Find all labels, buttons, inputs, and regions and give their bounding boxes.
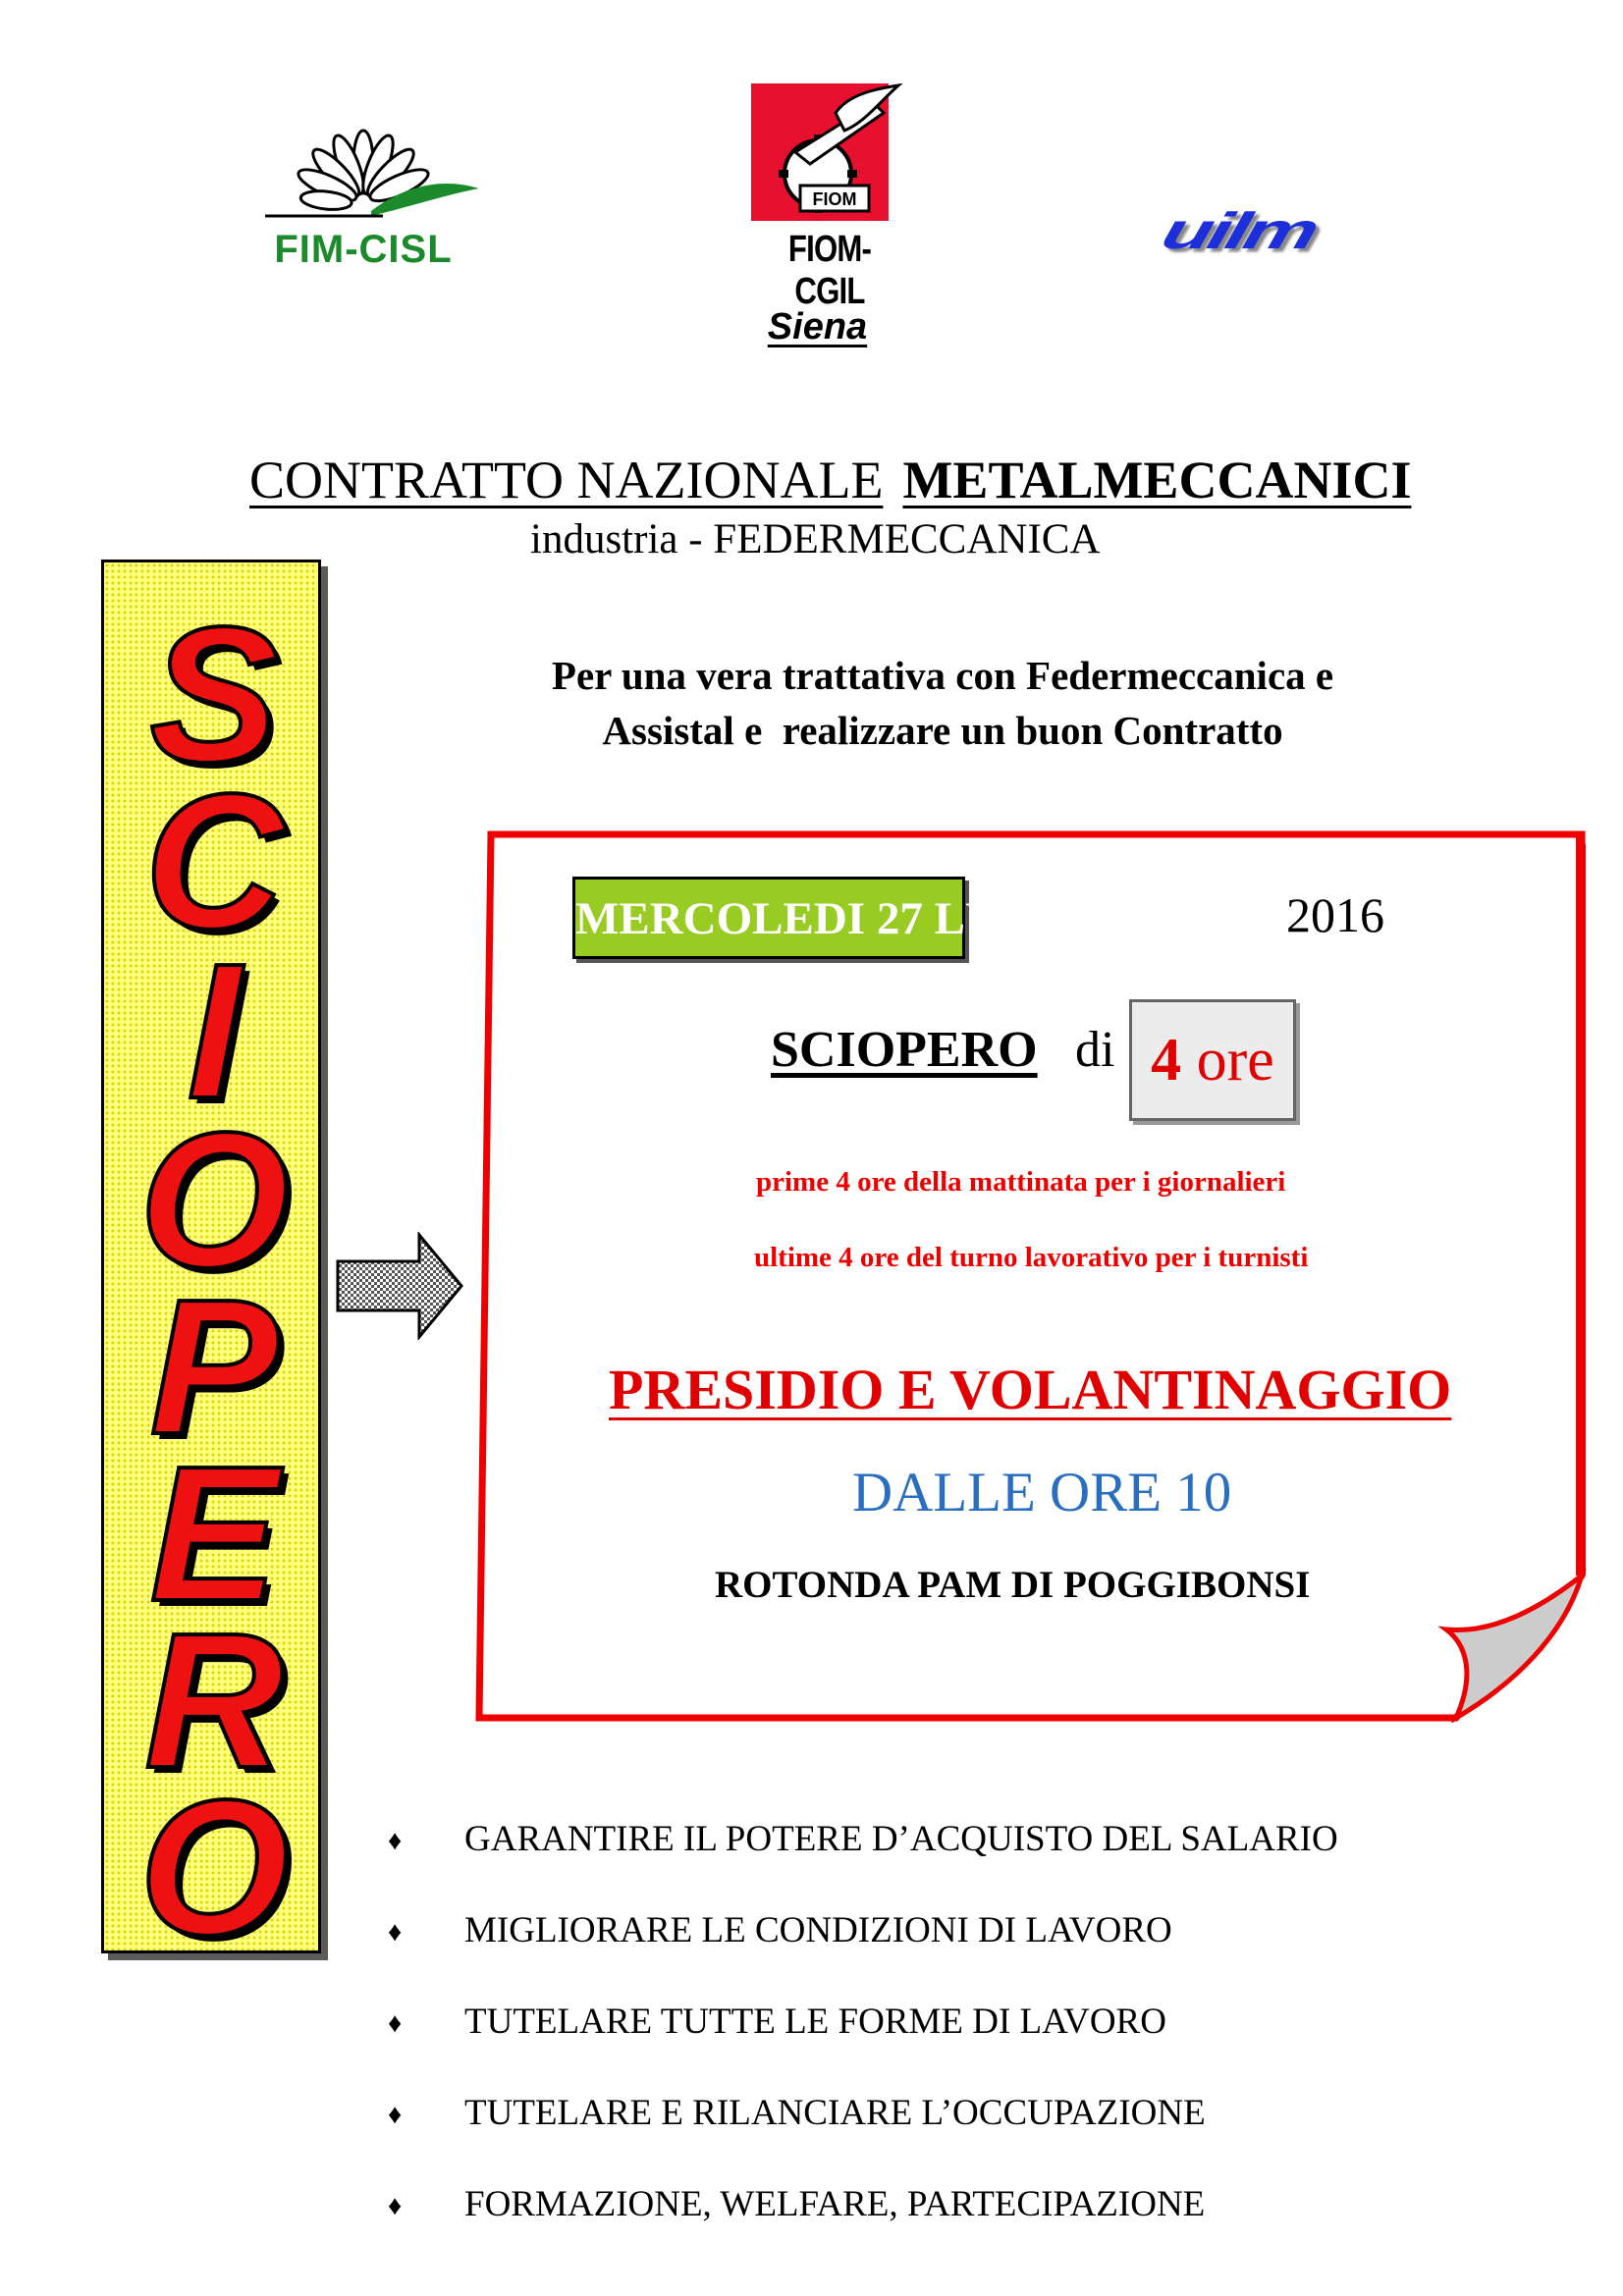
diamond-bullet-icon: ♦: [388, 2100, 403, 2130]
fiom-cgil-logo: [741, 83, 918, 312]
uilm-logo: [1156, 187, 1399, 275]
contract-title: [249, 450, 1411, 510]
goal-text: TUTELARE TUTTE LE FORME DI LAVORO: [464, 2002, 1166, 2042]
city-label: Siena: [767, 306, 868, 347]
time-label: DALLE ORE 10: [852, 1462, 1232, 1523]
banner-letter: O: [138, 1093, 290, 1308]
fim-cisl-logo: [245, 118, 481, 285]
diamond-bullet-icon: ♦: [388, 1826, 403, 1856]
arrow-right-icon: [336, 1232, 463, 1340]
location-label: ROTONDA PAM DI POGGIBONSI: [715, 1564, 1311, 1606]
date-year: 2016: [1286, 887, 1384, 942]
hours-box: [1129, 999, 1296, 1121]
contract-title-emphasis: METALMECCANICI: [902, 451, 1412, 509]
intro-line-1: Per una vera trattativa con Federmeccanica e: [551, 653, 1334, 698]
banner-letter: I: [187, 924, 242, 1139]
contract-title-prefix: CONTRATTO NAZIONALE: [249, 451, 884, 509]
note-day-workers: prime 4 ore della mattinata per i giornalieri: [756, 1166, 1286, 1198]
banner-letter: S: [149, 587, 279, 802]
list-item: [388, 1909, 1517, 2001]
goal-text: TUTELARE E RILANCIARE L’OCCUPAZIONE: [464, 2093, 1206, 2133]
intro-line-2: Assistal e realizzare un buon Contratto: [602, 708, 1283, 753]
list-item: [388, 2001, 1517, 2092]
list-item: [388, 1818, 1517, 1909]
hours-number: 4: [1151, 1027, 1182, 1094]
goal-text: MIGLIORARE LE CONDIZIONI DI LAVORO: [464, 1910, 1172, 1950]
fiom-emblem-icon: [741, 83, 918, 231]
fiom-cgil-wordmark: FIOM-CGIL: [787, 229, 872, 312]
diamond-bullet-icon: ♦: [388, 1917, 403, 1948]
banner-letter: P: [149, 1259, 279, 1474]
banner-letter: R: [144, 1593, 284, 1808]
hours-unit: ore: [1196, 1027, 1274, 1094]
contract-subtitle: industria - FEDERMECCANICA: [530, 516, 1101, 562]
strike-label: SCIOPERO: [771, 1022, 1038, 1078]
list-item: [388, 2183, 1517, 2274]
diamond-bullet-icon: ♦: [388, 2191, 403, 2221]
banner-letter: E: [149, 1426, 279, 1641]
goal-text: GARANTIRE IL POTERE D’ACQUISTO DEL SALARIO: [464, 1819, 1338, 1859]
strike-connector: di: [1075, 1022, 1115, 1078]
note-shift-workers: ultime 4 ore del turno lavorativo per i turnisti: [754, 1242, 1309, 1273]
date-badge: MERCOLEDI 27 LUGLIO: [572, 877, 965, 959]
uilm-wordmark: uilm: [1156, 201, 1321, 260]
gathering-title: PRESIDIO E VOLANTINAGGIO: [609, 1358, 1452, 1421]
banner-letter: O: [138, 1760, 290, 1975]
flower-icon: [245, 118, 481, 228]
goals-list: [388, 1818, 1517, 2274]
goal-text: FORMAZIONE, WELFARE, PARTECIPAZIONE: [464, 2184, 1206, 2224]
strike-banner: [101, 560, 321, 1975]
list-item: [388, 2092, 1517, 2183]
intro-text: [452, 648, 1434, 758]
fim-cisl-wordmark: FIM-CISL: [274, 228, 453, 271]
banner-letter: C: [144, 754, 284, 969]
diamond-bullet-icon: ♦: [388, 2008, 403, 2039]
fiom-badge-text: FIOM: [812, 189, 857, 209]
